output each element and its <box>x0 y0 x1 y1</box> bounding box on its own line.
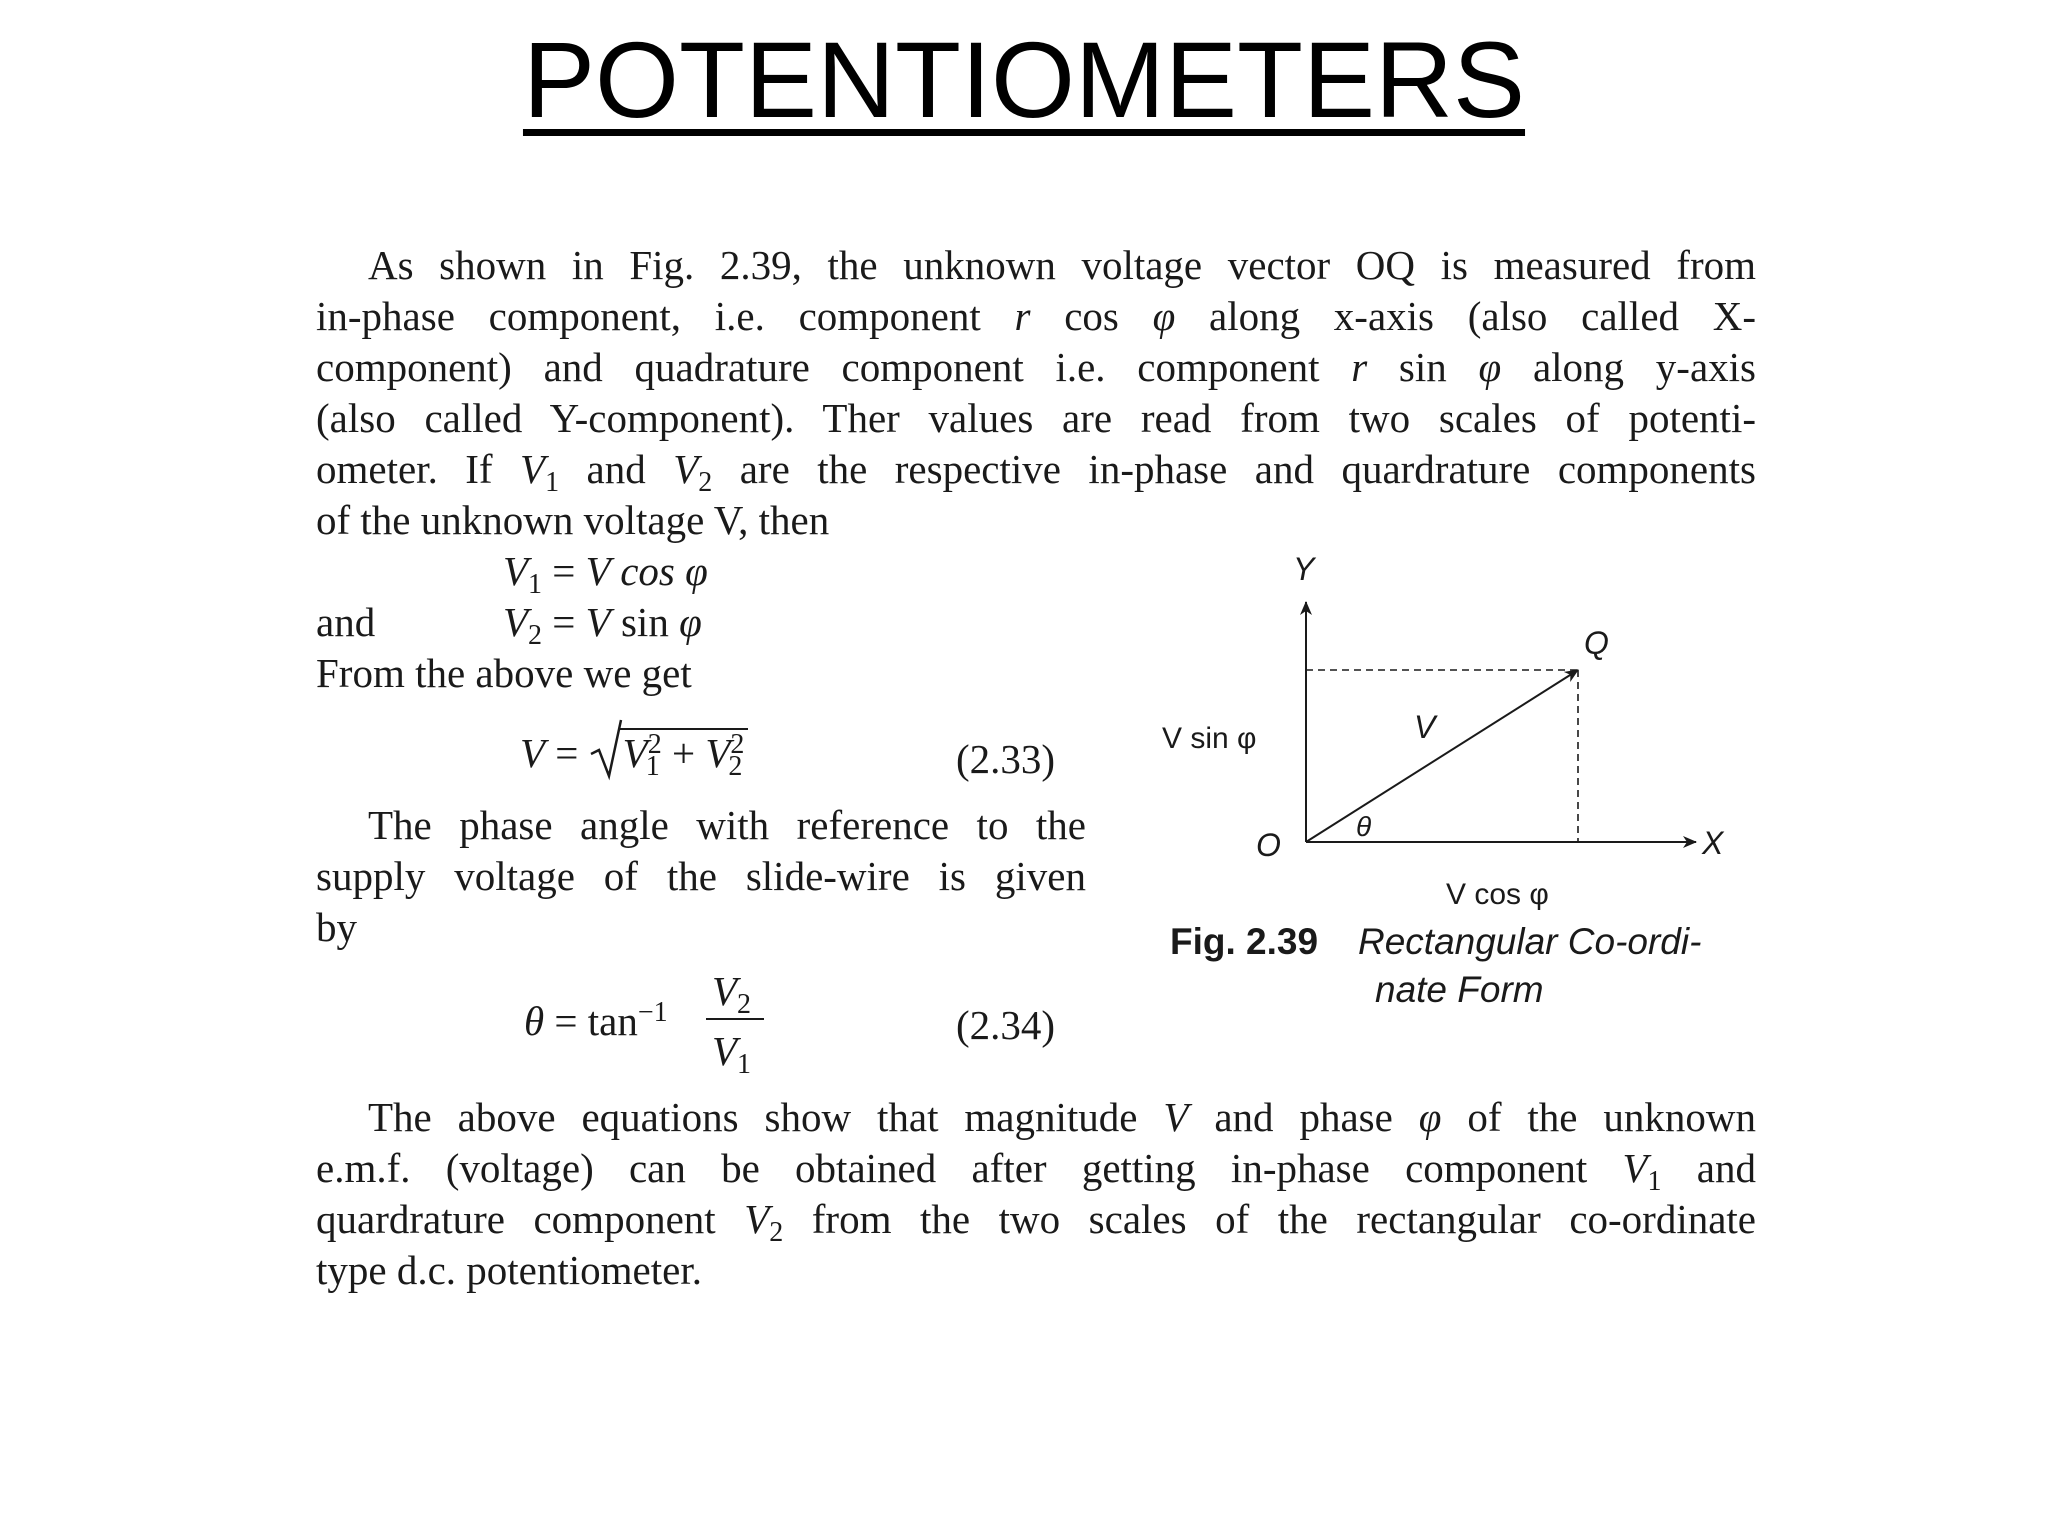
para2-line-1: The phase angle with reference to the <box>368 802 1086 848</box>
fraction-denominator: $V_1$ <box>712 1028 752 1080</box>
para1-line-5: ometer. If $V_1$ and $V_2$ are the respective in-phase and quardrature components <box>316 446 1756 498</box>
label-x: X <box>1702 825 1724 861</box>
equation-v2: $V_2 = V$ sin φ <box>503 599 702 651</box>
caption-text-2: nate Form <box>1375 969 1544 1010</box>
para3-line-4: type d.c. potentiometer. <box>316 1247 702 1293</box>
figure-rectangular-coordinates <box>1150 540 1790 920</box>
label-y: Y <box>1293 551 1315 587</box>
para1-line-2: in-phase component, i.e. component r cos φ along x-axis (also called X- <box>316 293 1757 339</box>
label-q: Q <box>1584 625 1609 661</box>
caption-number: Fig. 2.39 <box>1170 921 1319 962</box>
equation-2-33: V = $V_1^2 + V_2^2$ <box>520 728 748 779</box>
para1-line-6: of the unknown voltage V, then <box>316 497 830 543</box>
caption-text-1: Rectangular Co-ordi- <box>1358 921 1702 962</box>
from-above-text: From the above we get <box>316 650 692 696</box>
para2-line-2: supply voltage of the slide-wire is given <box>316 853 1086 899</box>
para2-line-3: by <box>316 904 357 950</box>
para1-line-4: (also called Y-component). Ther values are read from two scales of potenti- <box>316 395 1756 441</box>
and-label: and <box>316 599 376 645</box>
figure-caption <box>1170 918 1701 1014</box>
equation-2-34-number: (2.34) <box>956 1002 1056 1048</box>
vector-oq <box>1306 670 1578 842</box>
para3-line-2: e.m.f. (voltage) can be obtained after getting in-phase component $V_1$ and <box>316 1145 1756 1197</box>
page-title <box>0 18 2048 142</box>
equation-2-34: $\theta = \tan^{-1}$ <box>524 997 668 1044</box>
fraction-numerator: $V_2$ <box>712 968 752 1020</box>
para3-line-1: The above equations show that magnitude V and phase φ of the unknown <box>368 1094 1756 1140</box>
paragraph-2 <box>316 800 1086 953</box>
equation-2-33-number: (2.33) <box>956 736 1056 782</box>
paragraph-3 <box>316 1092 1756 1296</box>
para1-line-3: component) and quadrature component i.e. component r sin φ along y-axis <box>316 344 1756 390</box>
label-v: V <box>1414 709 1436 745</box>
label-theta: θ <box>1356 811 1372 842</box>
radical-sign <box>589 716 623 782</box>
fraction-bar <box>706 1018 764 1020</box>
equation-v1: $V_1 = V$ cos φ <box>503 548 708 600</box>
para1-line-1: As shown in Fig. 2.39, the unknown voltage vector OQ is measured from <box>368 242 1756 288</box>
label-vsin: V sin φ <box>1162 722 1257 755</box>
label-vcos: V cos φ <box>1446 878 1549 911</box>
para3-line-3: quardrature component $V_2$ from the two scales of the rectangular co-ordinate <box>316 1196 1756 1248</box>
title-text: POTENTIOMETERS <box>522 19 1526 140</box>
paragraph-1 <box>316 240 1756 546</box>
label-o: O <box>1256 827 1281 863</box>
